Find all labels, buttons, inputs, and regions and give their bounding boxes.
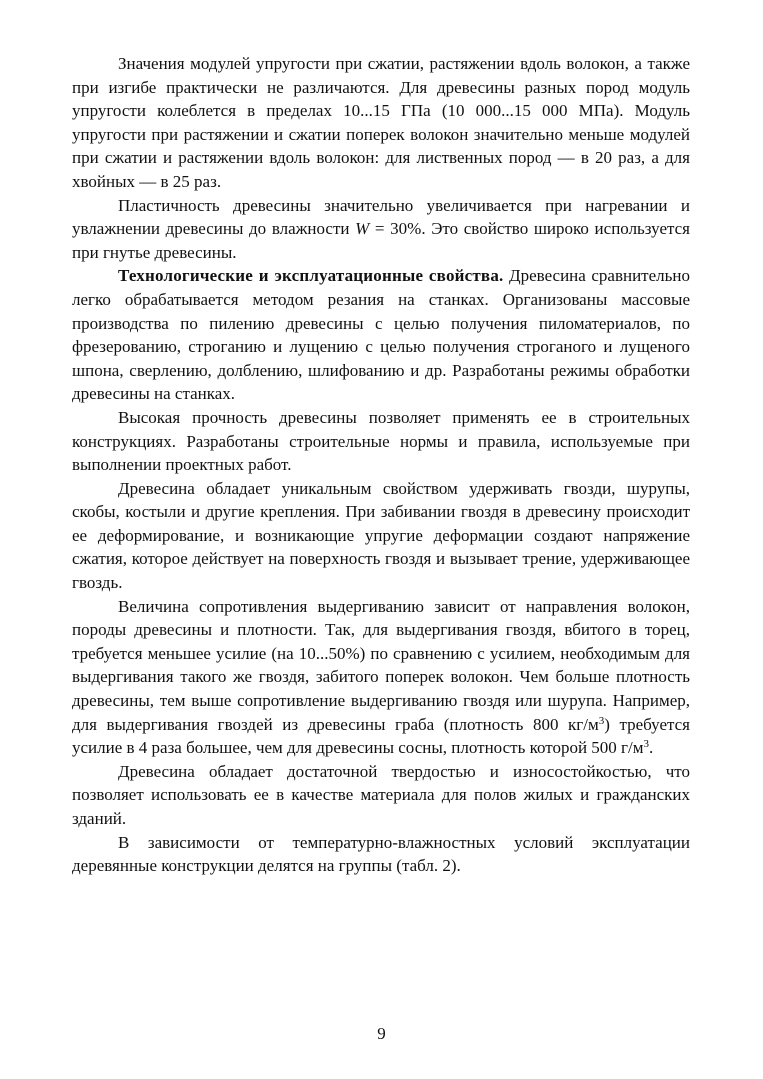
section-lead-heading: Технологические и эксплуатационные свойства. — [118, 266, 504, 286]
paragraph-technological-properties — [72, 264, 690, 406]
withdrawal-text-2: ) требуется усилие в 4 раза большее, чем для древесины сосны, плотность которой 500 г/м — [72, 714, 690, 758]
moisture-variable: W — [355, 219, 370, 239]
paragraph-plasticity-text-after: = 30%. Это свойство широко используется при гнутье древесины. — [72, 219, 690, 262]
paragraph-plasticity — [72, 194, 690, 265]
page-number: 9 — [377, 1024, 386, 1043]
withdrawal-text-3: . — [649, 738, 654, 758]
paragraph-plasticity-text-before: Пластичность древесины значительно увеличивается при нагревании и увлажнении древесины до влажности — [72, 195, 690, 239]
superscript-cubic-2: 3 — [643, 738, 650, 751]
withdrawal-text-1: Величина сопротивления выдергиванию зависит от направления волокон, породы древесины и плотности. Так, для выдергивания гвоздя, вбитого в торец, требуется меньшее усилие (на 10...50%) по сравнению с усилием, необходимым для выдергивания такого же гвоздя, забитого поперек волокон. Чем больше плотность древесины, тем выше сопротивление выдергиванию гвоздя или шурупа. Например, для выдергивания гвоздей из древесины граба (плотность 800 кг/м — [72, 596, 690, 734]
superscript-cubic-1: 3 — [598, 714, 605, 727]
paragraph-withdrawal-resistance — [72, 595, 690, 760]
paragraph-hardness: Древесина обладает достаточной твердостью и износостойкостью, что позволяет использовать ее в качестве материала для полов жилых и гражданских зданий. — [72, 761, 690, 828]
paragraph-fastener-holding: Древесина обладает уникальным свойством удерживать гвозди, шурупы, скобы, костыли и другие крепления. При забивании гвоздя в древесину происходит ее деформирование, и возникающие упругие деформации создают напряжение сжатия, которое действует на поверхность гвоздя и вызывает трение, удерживающее гвоздь. — [72, 478, 690, 593]
paragraph-service-groups: В зависимости от температурно-влажностных условий эксплуатации деревянные конструкции делятся на группы (табл. 2). — [72, 832, 690, 876]
paragraph-technological-text: Древесина сравнительно легко обрабатывается методом резания на станках. Организованы массовые производства по пилению древесины с целью получения пиломатериалов, по фрезерованию, строганию и лущению с целью получения строганого и лущеного шпона, сверлению, долблению, шлифованию и др. Разработаны режимы обработки древесины на станках. — [72, 266, 690, 404]
page-body — [72, 52, 690, 878]
paragraph-high-strength: Высокая прочность древесины позволяет применять ее в строительных конструкциях. Разработаны строительные нормы и правила, используемые при выполнении проектных работ. — [72, 407, 690, 475]
paragraph-elastic-modulus: Значения модулей упругости при сжатии, растяжении вдоль волокон, а также при изгибе практически не различаются. Для древесины разных пород модуль упругости колеблется в пределах 10...15 ГПа (10 000...15 000 МПа). Модуль упругости при растяжении и сжатии поперек волокон значительно меньше модулей при сжатии и растяжении вдоль волокон: для лиственных пород — в 20 раз, а для хвойных — в 25 раз. — [72, 54, 690, 191]
